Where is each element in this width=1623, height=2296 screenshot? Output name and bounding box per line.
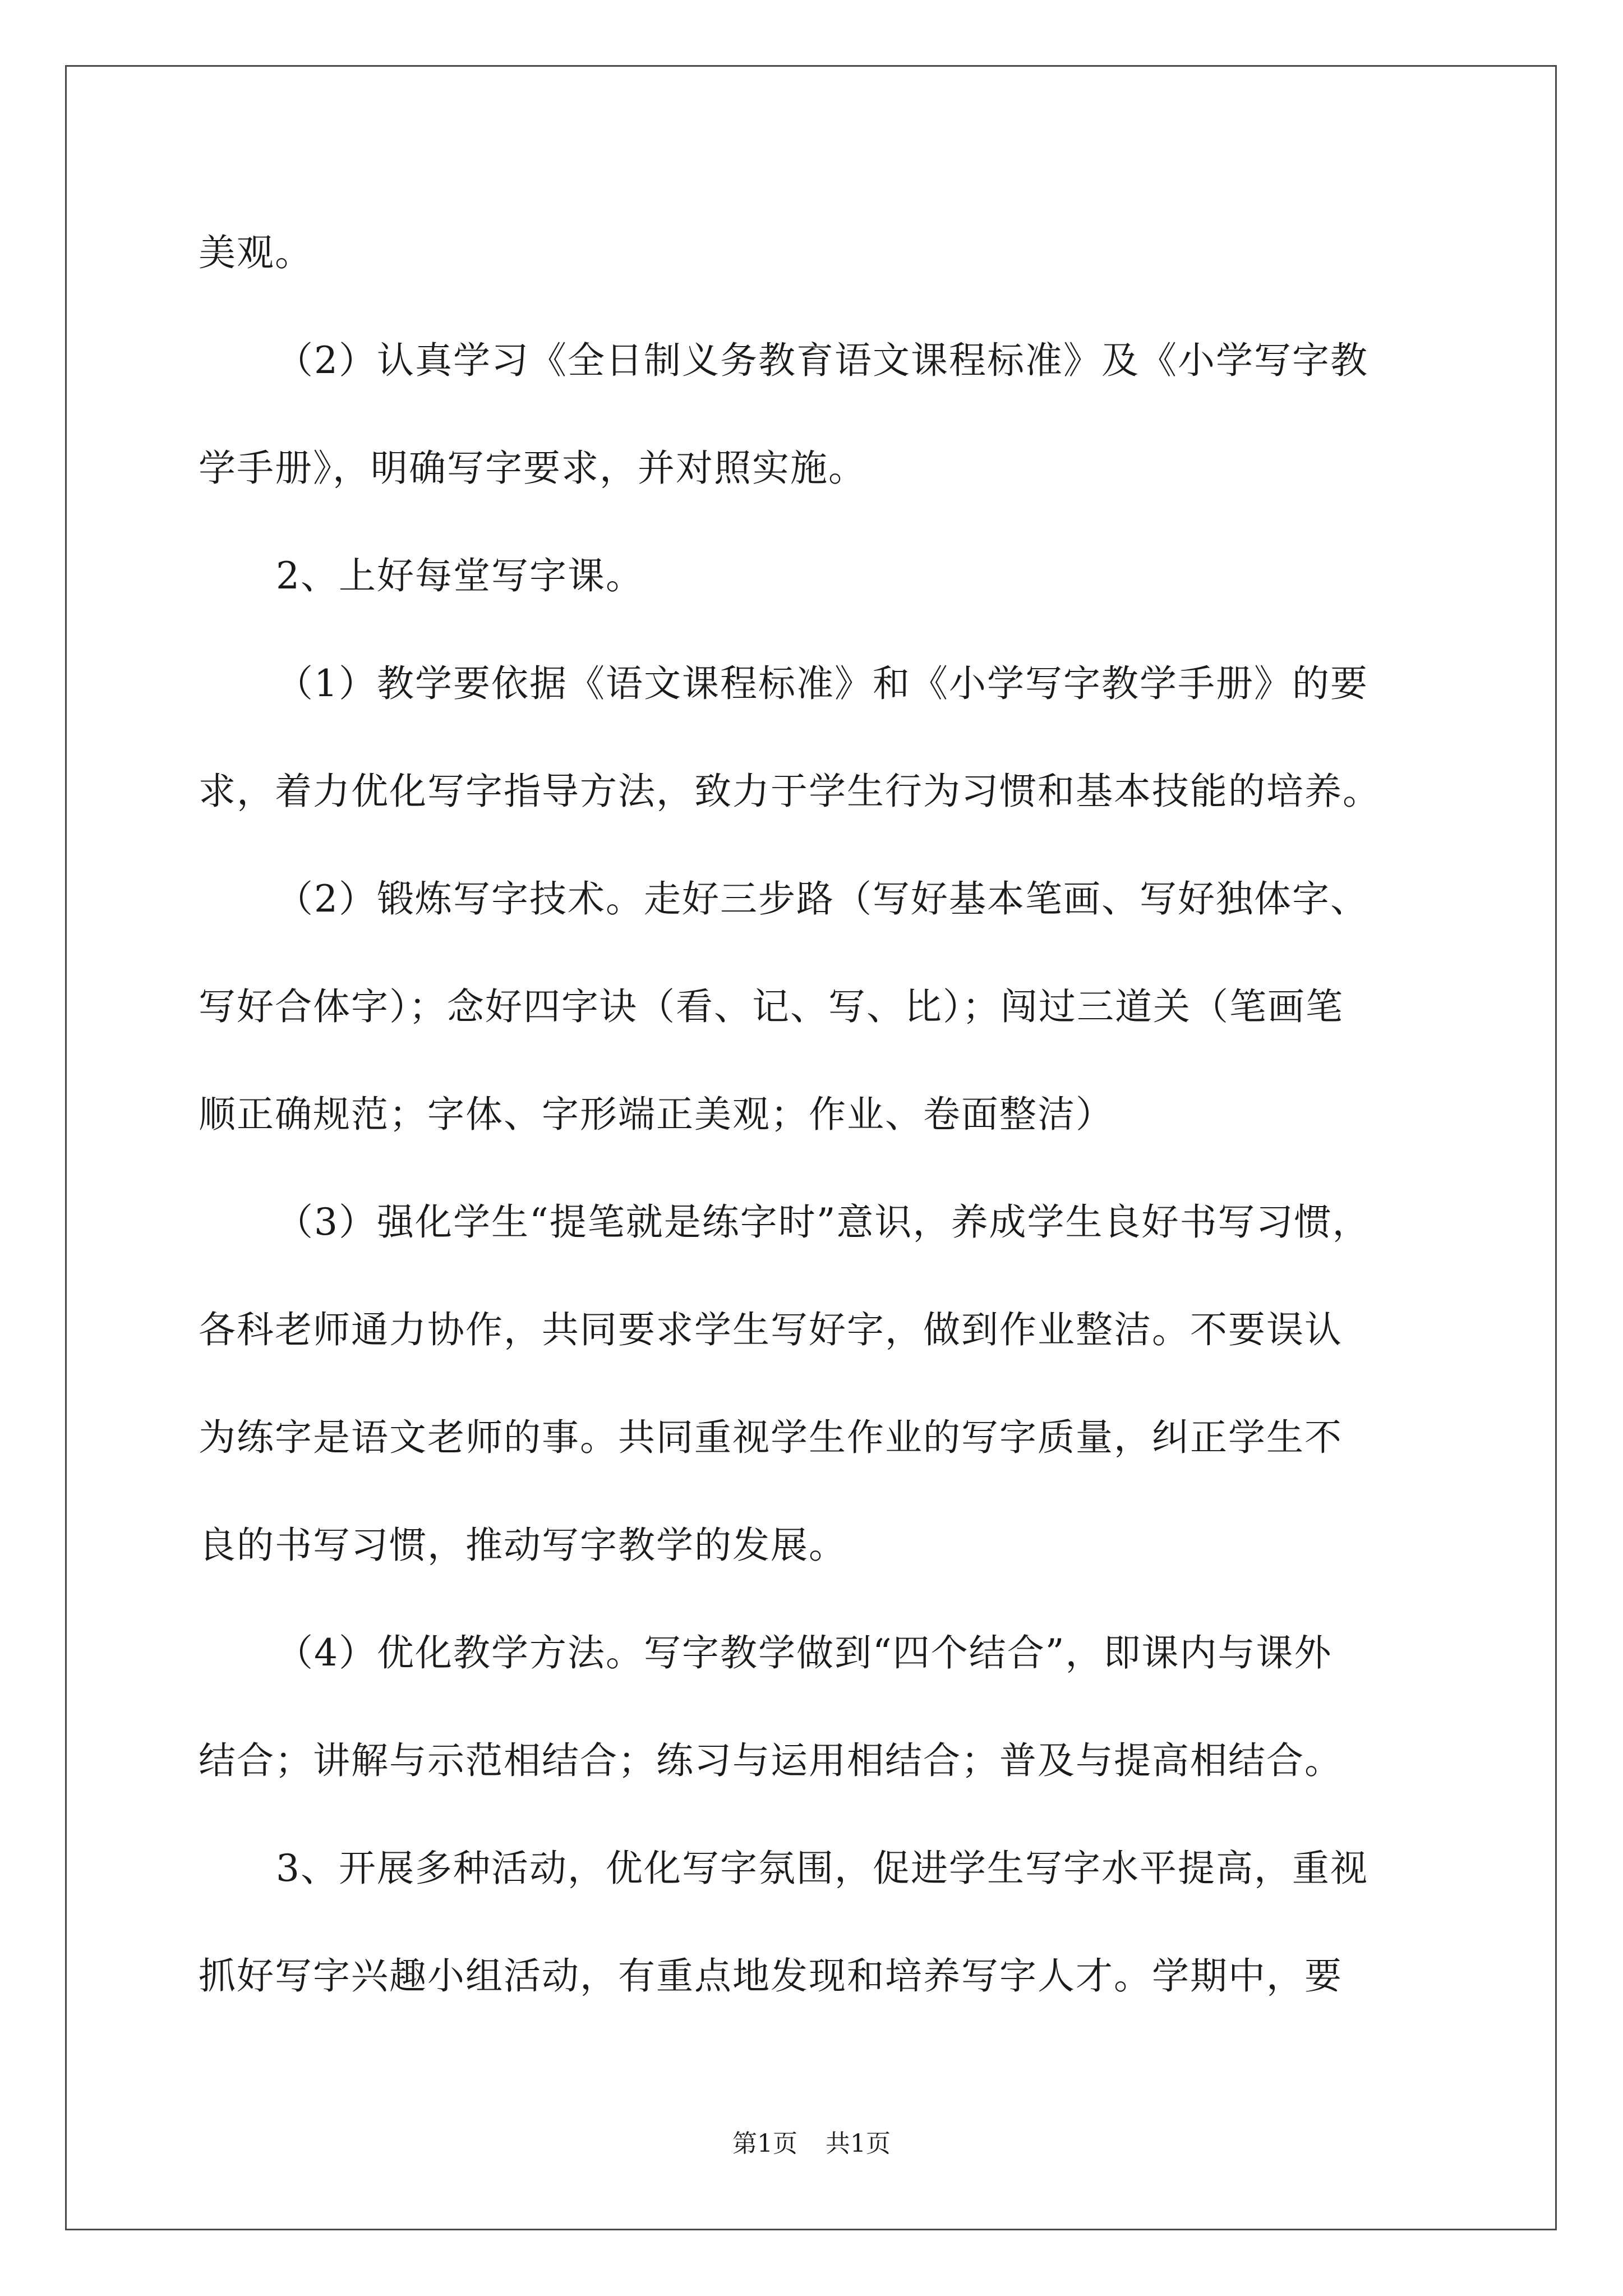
text-line: （3）强化学生“提笔就是练字时”意识，养成学生良好书写习惯， (276, 1200, 1371, 1244)
text-line: （1）教学要依据《语文课程标准》和《小学写字教学手册》的要 (276, 662, 1368, 705)
text-line: 写好合体字）；念好四字诀（看、记、写、比）；闯过三道关（笔画笔 (199, 985, 1344, 1028)
text-line: 各科老师通力协作，共同要求学生写好字，做到作业整洁。不要误认 (199, 1308, 1343, 1351)
text-line: （4）优化教学方法。写字教学做到“四个结合”，即课内与课外 (276, 1631, 1332, 1674)
text-line: 3、开展多种活动，优化写字氛围，促进学生写字水平提高，重视 (276, 1847, 1368, 1890)
text-line: 抓好写字兴趣小组活动，有重点地发现和培养写字人才。学期中，要 (199, 1954, 1343, 1998)
page-border (65, 65, 1557, 2230)
text-line: 美观。 (199, 231, 313, 274)
text-line: 顺正确规范；字体、字形端正美观；作业、卷面整洁） (199, 1093, 1114, 1136)
text-line: 2、上好每堂写字课。 (276, 554, 644, 597)
text-line: 为练字是语文老师的事。共同重视学生作业的写字质量，纠正学生不 (199, 1416, 1343, 1459)
text-line: 求，着力优化写字指导方法，致力于学生行为习惯和基本技能的培养。 (199, 770, 1381, 813)
page-number: 第1页 (732, 2129, 797, 2158)
page-footer (0, 2123, 1623, 2159)
text-line: 良的书写习惯，推动写字教学的发展。 (199, 1524, 847, 1567)
text-line: 结合；讲解与示范相结合；练习与运用相结合；普及与提高相结合。 (199, 1739, 1343, 1782)
text-line: 学手册》，明确写字要求，并对照实施。 (199, 447, 866, 490)
text-line: （2）认真学习《全日制义务教育语文课程标准》及《小学写字教 (276, 339, 1368, 382)
text-line: （2）锻炼写字技术。走好三步路（写好基本笔画、写好独体字、 (276, 877, 1368, 921)
page-total: 共1页 (826, 2129, 891, 2158)
